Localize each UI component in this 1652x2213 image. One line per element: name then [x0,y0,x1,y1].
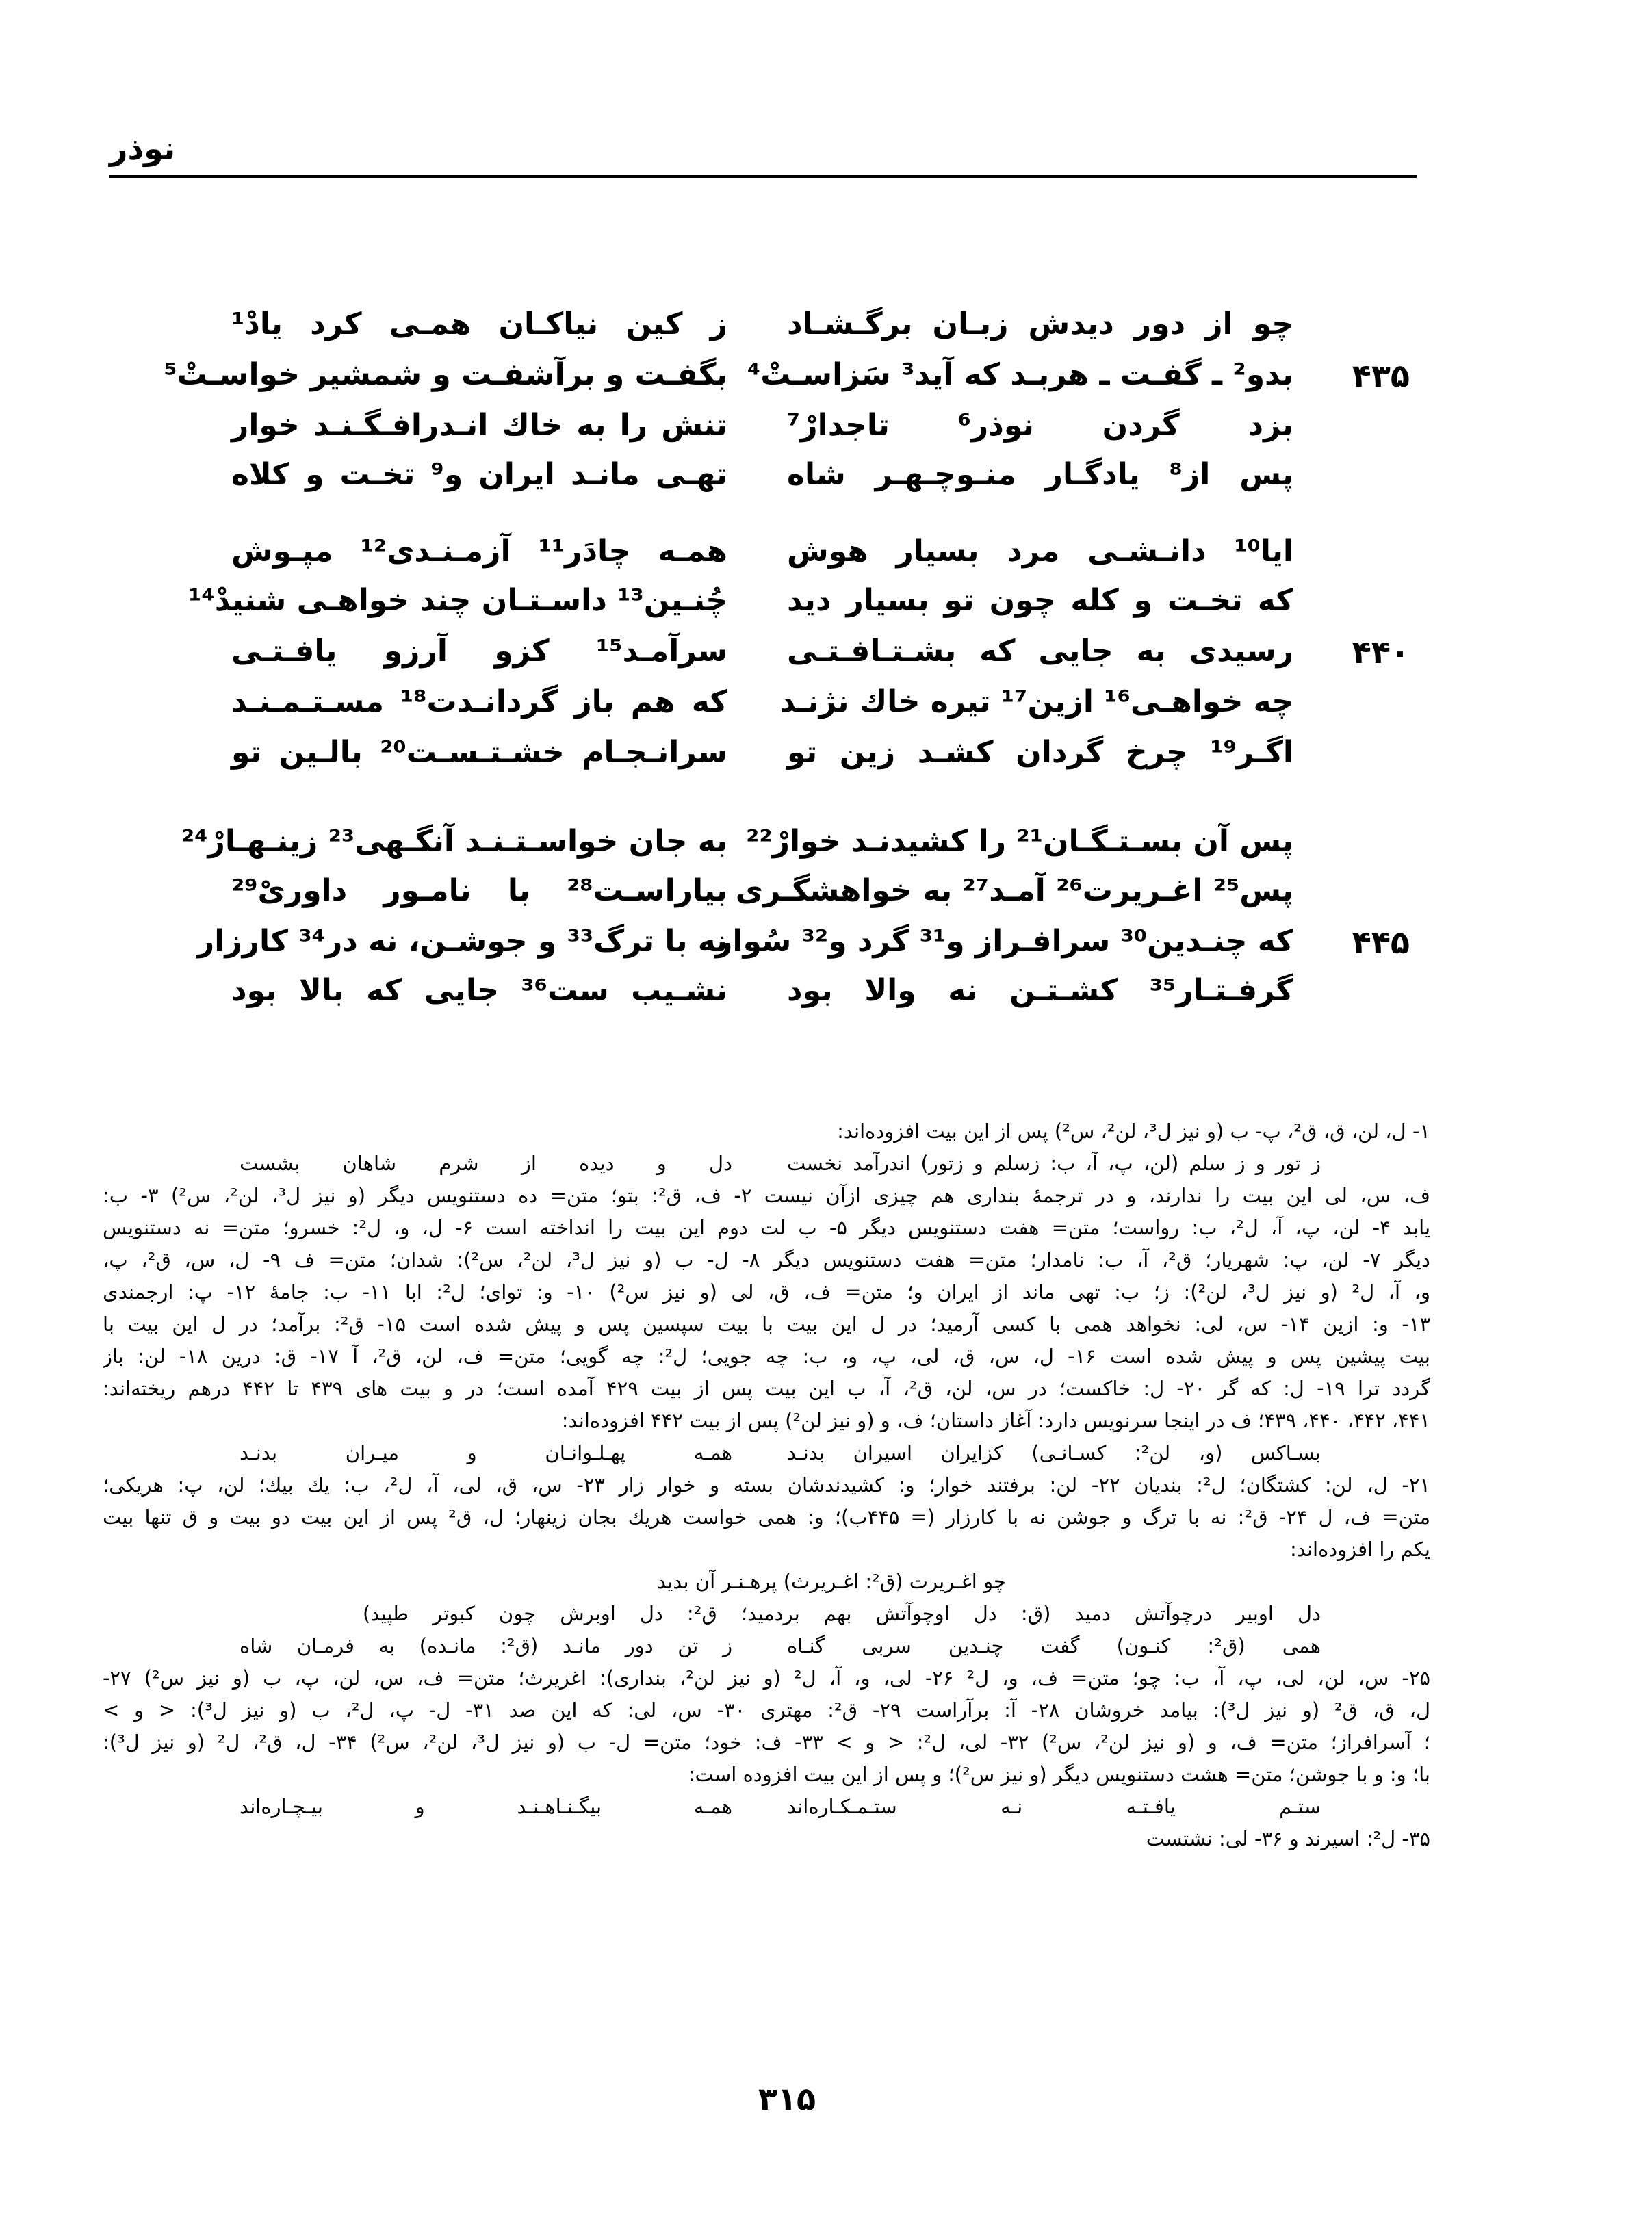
footnotes [103,1115,1430,1855]
footnote-line: ف، س، لی این بیت را ندارند، و در ترجمهٔ بنداری هم چیزی ازآن نیست ۲- ف، ق²: بتو؛ متن= ده دستنویس دیگر (و نیز ل³، لن²، س²) ۳- ب: [103,1184,1430,1207]
page-number: ۳۱۵ [758,2080,816,2117]
footnote-line: یابد ۴- لن، پ، آ، ل²، ب: رواست؛ متن= هفت دستنویس دیگر ۵- ب لت دوم این بیت را انداخته است ۶- ل، و، ل²: خسرو؛ متن= نه دستنویس [103,1216,1430,1239]
hemistich-right: رسیدی به جایی که بشـتـافـتـی [787,634,1293,669]
verse-number: ۴۴۵ [1352,924,1410,961]
footnote-line: و، آ، ل² (و نیز ل³، لن²): ز؛ ب: تهی ماند از ایران و؛ متن= ف، ق، لی (و نیز س²) ۱۰- و: توای؛ ل²: ابا ۱۱- ب: جامهٔ ۱۲- پ: ارجمندی [103,1280,1430,1304]
footnote-line: متن= ف، ل ۲۴- ق²: نه با ترگ و جوشن نه با کارزار (= ۴۴۵ب)؛ و: همی خواست هریك بجان زینهار؛ ل، ق² پس از این بیت دو بیت و ق تنها بیت [103,1505,1430,1529]
hemistich-right: پس²⁵ اغـریرت²⁶ آمـد²⁷ به خواهشگـری [735,873,1293,908]
hemistich-left: ز کین نیاکـان همـی کرد یادْ¹ [231,307,727,341]
hemistich-left: نشـیب ست³⁶ جایی که بالا بود [231,973,727,1008]
hemistich-left: سرآمـد¹⁵ کزو آرزو یافـتـی [231,634,727,669]
footnote-line: بیت پیشین پس و پیش شده است ۱۶- ل، س، ق، لی، پ، و، ب: چه جویی؛ ل²: چه گویی؛ متن= ف، لن، ق²، آ ۱۷- ق: درین ۱۸- لن: باز [103,1345,1430,1368]
hemistich-left: همـه چادَر¹¹ آزمـنـدی¹² مپـوش [231,534,727,569]
footnote-verse [103,1598,1430,1630]
hemistich-left: که هم باز گردانـدت¹⁸ مسـتـمـنـد [231,684,727,719]
footnote-hemistich: ز تور و ز سلم (لن، پ، آ، ب: زسلم و زتور) اندرآمد نخست [787,1152,1321,1175]
hemistich-right: چو از دور دیدش زبـان برگـشـاد [787,307,1293,341]
footnote-hemistich: چو اغـریرت (ق²: اغـریرث) پرهـنـر آن بدید [656,1570,1006,1593]
footnote-verse [103,1148,1430,1180]
verse-number: ۴۳۵ [1352,357,1410,394]
footnote-hemistich: دل و دیده از شرم شاهان بشست [240,1152,732,1175]
footnote-line: ۱- ل، لن، ق، ق²، پ- ب (و نیز ل³، لن²، س²) پس از این بیت افزوده‌اند: [837,1120,1430,1143]
hemistich-right: پس از⁸ یادگـار منـوچـهـر شاه [787,457,1294,492]
hemistich-left: سرانـجـام خشـتـسـت²⁰ بالـین تو [231,735,727,770]
hemistich-right: اگـر¹⁹ چرخ گردان کشـد زین تو [787,735,1293,770]
footnote-verse [103,1630,1430,1662]
footnote-hemistich: همـه پهـلـوانـان و میـران بدنـد [240,1441,732,1464]
hemistich-right: بزد گردن نوذر⁶ تاجدارْ⁷ [787,408,1293,443]
hemistich-right: پس آن بسـتـگـان²¹ را کشیدنـد خوارْ²² [746,824,1293,859]
hemistich-right: که تخـت و کله چون تو بسیار دید [787,583,1293,618]
hemistich-right: ایا¹⁰ دانـشـی مرد بسیار هوش [787,534,1293,569]
hemistich-right: گرفـتـار³⁵ کشـتـن نه والا بود [787,973,1293,1008]
header-rule [109,175,1417,178]
footnote-verse [103,1437,1430,1469]
hemistich-left: به جان خواسـتـنـد آنگـهی²³ زینـهـارْ²⁴ [181,824,727,859]
footnote-line: یکم را افزوده‌اند: [1289,1538,1430,1561]
footnote-line: ۳۵- ل²: اسیرند و ۳۶- لی: نشتست [1146,1827,1430,1850]
footnote-line: ۴۴۱، ۴۴۲، ۴۴۰، ۴۳۹؛ ف در اینجا سرنویس دارد: آغاز داستان؛ ف، و (و نیز لن²) پس از بیت ۴۴۲ افزوده‌اند: [561,1409,1430,1432]
hemistich-left: چُنـین¹³ داسـتـان چند خواهـی شنیدْ¹⁴ [188,583,727,618]
footnote-line: با؛ و: و با جوشن؛ متن= هشت دستنویس دیگر (و نیز س²)؛ و پس از این بیت افزوده است: [688,1763,1430,1786]
footnote-line: ۱۳- و: ازین ۱۴- س، لی: نخواهد همی با کسی آرمید؛ در ل این بیت با بیت سپسین پس و پیش شده است ۱۵- ق²: برآمد؛ در ل این بیت با [103,1312,1430,1336]
hemistich-left: تهـی مانـد ایران و⁹ تخـت و کلاه [231,457,727,492]
footnote-line: ۲۵- س، لن، لی، پ، آ، ب: چو؛ متن= ف، و، ل² ۲۶- لی، و، آ، ل² (و نیز لن²، بنداری): اغریرث؛ متن= ف، س، لن، پ، ب (و نیز س²) ۲۷- [103,1666,1430,1690]
hemistich-right: چه خواهـی¹⁶ ازین¹⁷ تیره خاك نژنـد [779,684,1293,719]
page-title: نوذر [109,130,176,167]
footnote-hemistich: ز تن دور مانـد (ق²: مانـده) به فرمـان شاه [240,1634,732,1657]
footnote-verse [103,1566,1430,1598]
footnote-line: ؛ آسرافراز؛ متن= ف، و (و نیز لن²، س²) ۳۲- لی، ل²: < و > ۳۳- ف: خود؛ متن= ل- ب (و نیز ل³، لن²، س²) ۳۴- ل، ق²، ل² (و نیز ل³): [103,1731,1430,1754]
footnote-verse [103,1791,1430,1823]
hemistich-right: که چنـدین³⁰ سرافـراز و³¹ گرد و³² سُوار [715,924,1293,959]
footnote-line: ۲۱- ل، لن: کشتگان؛ ل²: بندیان ۲۲- لن: برفتند خوار؛ و: کشیدندشان بسته و خوار زار ۲۳- س، ق، لی، آ، ل²، ب: یك بیك؛ لن، پ: هریکی؛ [103,1473,1430,1497]
footnote-hemistich: همی (ق²: کنـون) گفت چنـدین سربی گنـاه [787,1634,1321,1657]
hemistich-left: نه با ترگ³³ و جوشـن، نه در³⁴ کارزار [196,924,727,959]
hemistich-left: بیاراسـت²⁸ با نامـور داوریْ²⁹ [231,873,727,908]
verse-number: ۴۴۰ [1352,634,1410,671]
hemistich-left: تنش را به خاك انـدرافـگـنـد خوار [231,408,727,443]
footnote-hemistich: همـه بیگـنـاهـنـد و بیـچـاره‌اند [240,1795,732,1818]
footnote-line: دیگر ۷- لن، پ: شهریار؛ ق²، آ، ب: نامدار؛ متن= هفت دستنویس دیگر ۸- ل- ب (و نیز ل³، لن²، س²): شدان؛ متن= ف ۹- ل، س، ق²، پ، [103,1248,1430,1271]
footnote-line: گردد ترا ۱۹- ل: که گر ۲۰- ل: خاکست؛ در س، لن، ق²، آ، ب این بیت پس از بیت ۴۲۹ آمده است؛ در و بیت های ۴۳۹ تا ۴۴۲ درهم ریخته‌اند: [103,1377,1430,1400]
hemistich-left: بگفـت و برآشفـت و شمشیر خواسـتْ⁵ [164,357,727,392]
hemistich-right: بدو² ـ گفـت ـ هربـد که آید³ سَزاسـتْ⁴ [747,357,1293,392]
footnote-hemistich: دل اوبیر درچوآتش دمید (ق: دل اوچوآتش بهم بردمید؛ ق²: دل اوبرش چون کبوتر طپید) [363,1602,1321,1625]
footnote-line: ل، ق، ق² (و نیز ل³): بیامد خروشان ۲۸- آ: برآراست ۲۹- ق²: مهتری ۳۰- س، لی: که این صد ۳۱- ل- پ، ل²، ب (و نیز ل³): < و > [103,1698,1430,1722]
footnote-hemistich: ستـم یافـتـه نـه ستـمـکـاره‌اند [787,1795,1321,1818]
footnote-hemistich: بسـاکس (و، لن²: کسـانـی) کزایران اسیران بدنـد [787,1441,1321,1464]
